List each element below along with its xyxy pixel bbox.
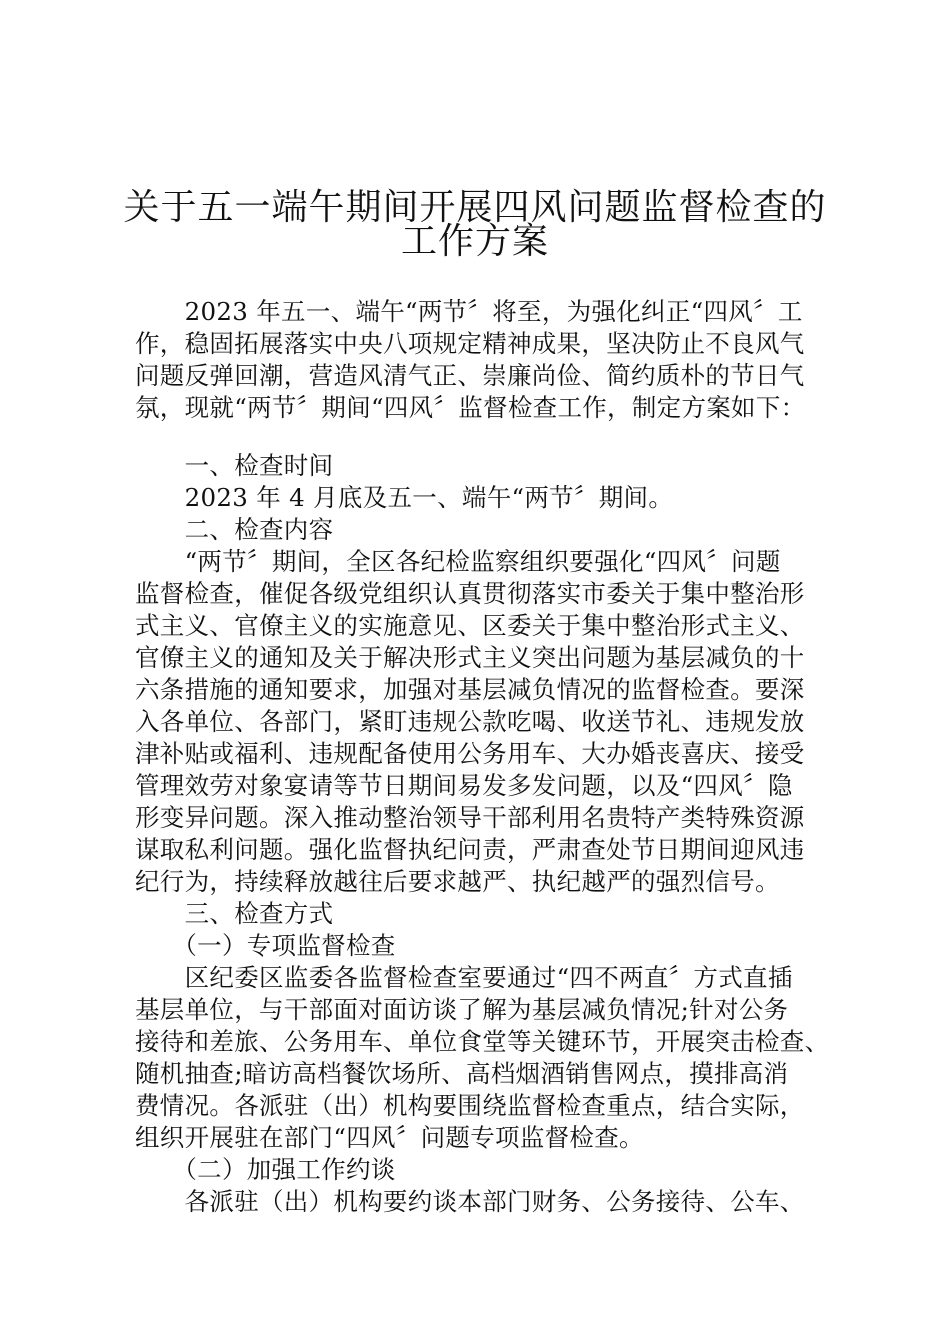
- subsection-heading: （一）专项监督检查: [135, 931, 396, 960]
- body-line: 六条措施的通知要求，加强对基层减负情况的监督检查。要深: [135, 675, 805, 704]
- body-line: 费情况。各派驻（出）机构要围绕监督检查重点，结合实际，: [135, 1091, 805, 1120]
- body-line: 形变异问题。深入推动整治领导干部利用名贵特产类特殊资源: [135, 803, 805, 832]
- body-line: 2023 年五一、端午“两节〞将至，为强化纠正“四风〞工: [135, 297, 803, 326]
- subsection-heading: （二）加强工作约谈: [135, 1155, 396, 1184]
- body-line: 入各单位、各部门，紧盯违规公款吃喝、收送节礼、违规发放: [135, 707, 805, 736]
- body-line: “两节〞期间，全区各纪检监察组织要强化“四风〞问题: [135, 547, 781, 576]
- body-line: 区纪委区监委各监督检查室要通过“四不两直〞方式直插: [135, 963, 793, 992]
- body-line: 监督检查，催促各级党组织认真贯彻落实市委关于集中整治形: [135, 579, 805, 608]
- body-line: 官僚主义的通知及关于解决形式主义突出问题为基层减负的十: [135, 643, 805, 672]
- body-line: 津补贴或福利、违规配备使用公务用车、大办婚丧喜庆、接受: [135, 739, 805, 768]
- body-line: 管理效劳对象宴请等节日期间易发多发问题，以及“四风〞隐: [135, 771, 793, 800]
- body-line: 接待和差旅、公务用车、单位食堂等关键环节，开展突击检查、: [135, 1027, 830, 1056]
- body-line: 基层单位，与干部面对面访谈了解为基层减负情况;针对公务: [135, 995, 789, 1024]
- body-line: 组织开展驻在部门“四风〞问题专项监督检查。: [135, 1123, 644, 1152]
- section-heading: 三、检查方式: [135, 899, 334, 928]
- body-line: 谋取私利问题。强化监督执纪问责，严肃查处节日期间迎风违: [135, 835, 805, 864]
- body-line: 2023 年 4 月底及五一、端午“两节〞期间。: [135, 483, 674, 512]
- body-line: 随机抽查;暗访高档餐饮场所、高档烟酒销售网点，摸排高消: [135, 1059, 789, 1088]
- document-title-line-1: 关于五一端午期间开展四风问题监督检查的: [123, 187, 827, 228]
- section-heading: 二、检查内容: [135, 515, 334, 544]
- body-line: 氛，现就“两节〞期间“四风〞监督检查工作，制定方案如下：: [135, 393, 806, 422]
- body-line: 问题反弹回潮，营造风清气正、崇廉尚俭、简约质朴的节日气: [135, 361, 805, 390]
- body-line: 作，稳固拓展落实中央八项规定精神成果，坚决防止不良风气: [135, 329, 805, 358]
- body-line: 式主义、官僚主义的实施意见、区委关于集中整治形式主义、: [135, 611, 805, 640]
- document-title-line-2: 工作方案: [400, 221, 549, 262]
- body-line: 各派驻（出）机构要约谈本部门财务、公务接待、公车、: [135, 1187, 805, 1216]
- body-line: 纪行为，持续释放越往后要求越严、执纪越严的强烈信号。: [135, 867, 780, 896]
- section-heading: 一、检查时间: [135, 451, 334, 480]
